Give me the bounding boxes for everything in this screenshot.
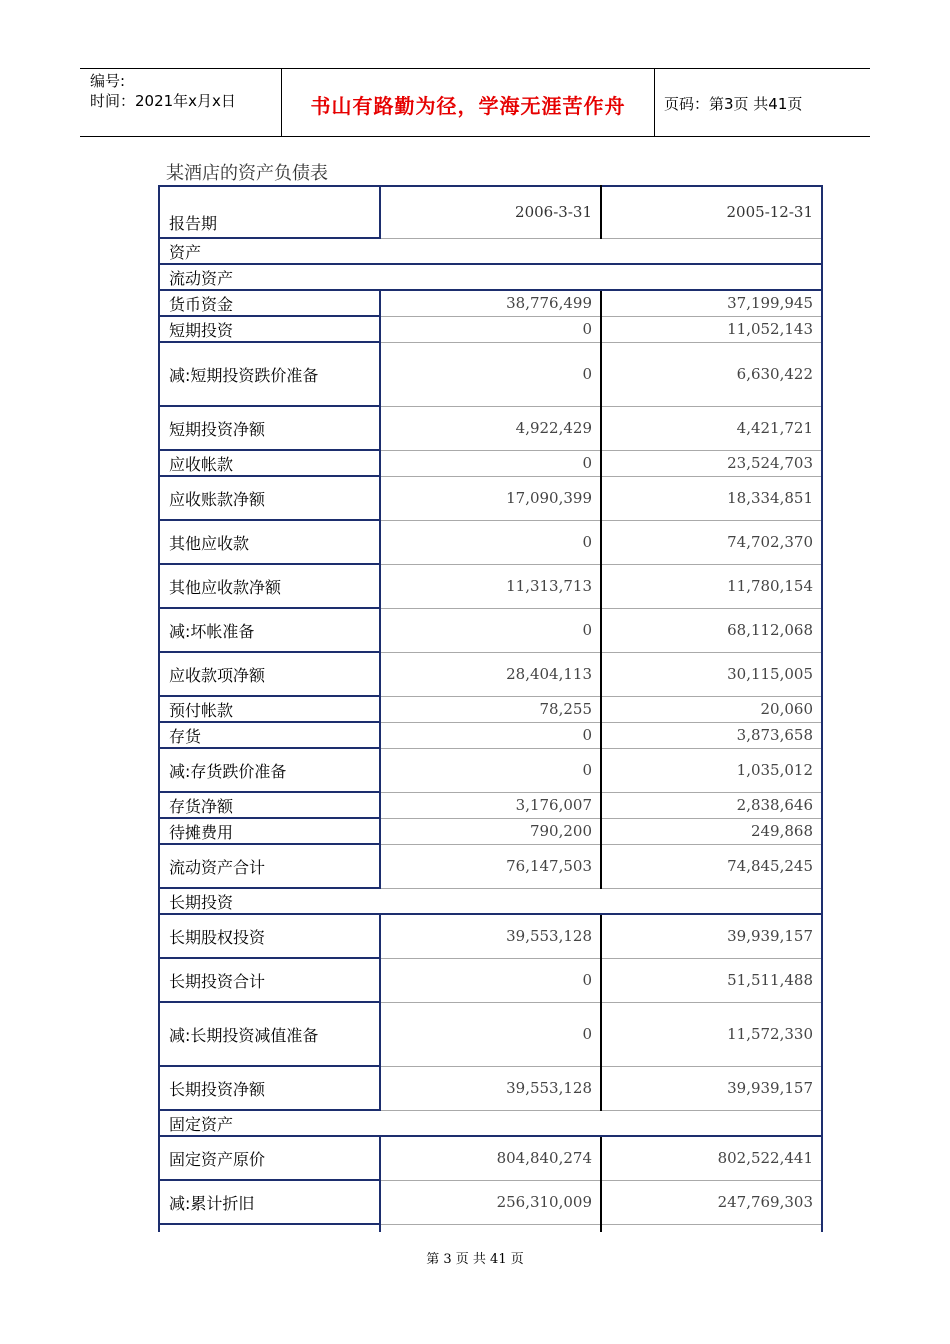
table-row <box>159 748 822 792</box>
header-divider <box>654 68 655 136</box>
header-period-1: 2006-3-31 <box>380 186 601 238</box>
table-row <box>159 1002 822 1066</box>
value-2005-12-31: 11,780,154 <box>601 564 822 608</box>
value-2005-12-31: 11,052,143 <box>601 316 822 342</box>
row-label: 待摊费用 <box>159 818 380 844</box>
page-info: 页码：第3页 共41页 <box>664 95 803 113</box>
value-2005-12-31: 37,199,945 <box>601 290 822 316</box>
header-motto: 书山有路勤为径，学海无涯苦作舟 <box>310 94 626 118</box>
row-label: 存货净额 <box>159 792 380 818</box>
value-2005-12-31: 39,939,157 <box>601 914 822 958</box>
table-row <box>159 1224 822 1232</box>
header-bottom-rule <box>80 136 870 137</box>
table-row <box>159 1136 822 1180</box>
header-meta <box>90 71 236 111</box>
value-2006-3-31: 0 <box>380 958 601 1002</box>
row-label <box>159 1224 380 1232</box>
row-label: 其他应收款 <box>159 520 380 564</box>
serial-label: 编号: <box>90 72 126 90</box>
value-2006-3-31: 0 <box>380 722 601 748</box>
value-2006-3-31: 804,840,274 <box>380 1136 601 1180</box>
table-row <box>159 316 822 342</box>
section-label: 长期投资 <box>159 888 822 914</box>
balance-sheet <box>158 185 821 1232</box>
page-footer: 第 3 页 共 41 页 <box>426 1252 524 1267</box>
table-row <box>159 1066 822 1110</box>
table-header-row <box>159 186 822 238</box>
table-row <box>159 564 822 608</box>
value-2006-3-31: 39,553,128 <box>380 914 601 958</box>
header-label: 报告期 <box>159 186 380 238</box>
section-row <box>159 1110 822 1136</box>
value-2005-12-31: 247,769,303 <box>601 1180 822 1224</box>
value-2006-3-31: 0 <box>380 1002 601 1066</box>
row-label: 应收款项净额 <box>159 652 380 696</box>
value-2006-3-31: 0 <box>380 450 601 476</box>
table-row <box>159 520 822 564</box>
row-label: 固定资产原价 <box>159 1136 380 1180</box>
value-2006-3-31: 11,313,713 <box>380 564 601 608</box>
row-label: 短期投资 <box>159 316 380 342</box>
table-row <box>159 450 822 476</box>
section-label: 资产 <box>159 238 822 264</box>
row-label: 减:累计折旧 <box>159 1180 380 1224</box>
row-label: 长期投资净额 <box>159 1066 380 1110</box>
table-row <box>159 608 822 652</box>
value-2006-3-31: 4,922,429 <box>380 406 601 450</box>
table-row <box>159 342 822 406</box>
value-2005-12-31: 3,873,658 <box>601 722 822 748</box>
value-2005-12-31: 1,035,012 <box>601 748 822 792</box>
section-row <box>159 264 822 290</box>
time-label: 时间：2021年x月x日 <box>90 92 236 110</box>
section-row <box>159 888 822 914</box>
row-label: 减:存货跌价准备 <box>159 748 380 792</box>
table-row <box>159 792 822 818</box>
value-2006-3-31: 38,776,499 <box>380 290 601 316</box>
value-2005-12-31: 802,522,441 <box>601 1136 822 1180</box>
value-2006-3-31: 0 <box>380 316 601 342</box>
value-2005-12-31: 6,630,422 <box>601 342 822 406</box>
value-2005-12-31: 51,511,488 <box>601 958 822 1002</box>
value-2006-3-31: 790,200 <box>380 818 601 844</box>
row-label: 减:短期投资跌价准备 <box>159 342 380 406</box>
value-2006-3-31: 17,090,399 <box>380 476 601 520</box>
table-row <box>159 476 822 520</box>
row-label: 减:长期投资减值准备 <box>159 1002 380 1066</box>
table-row <box>159 652 822 696</box>
header-period-2: 2005-12-31 <box>601 186 822 238</box>
value-2005-12-31: 20,060 <box>601 696 822 722</box>
value-2006-3-31: 3,176,007 <box>380 792 601 818</box>
section-row <box>159 238 822 264</box>
value-2006-3-31: 28,404,113 <box>380 652 601 696</box>
value-2005-12-31 <box>601 1224 822 1232</box>
section-label: 固定资产 <box>159 1110 822 1136</box>
row-label: 长期股权投资 <box>159 914 380 958</box>
value-2006-3-31: 76,147,503 <box>380 844 601 888</box>
row-label: 流动资产合计 <box>159 844 380 888</box>
value-2005-12-31: 11,572,330 <box>601 1002 822 1066</box>
row-label: 其他应收款净额 <box>159 564 380 608</box>
table-row <box>159 818 822 844</box>
value-2005-12-31: 4,421,721 <box>601 406 822 450</box>
row-label: 应收账款净额 <box>159 476 380 520</box>
row-label: 预付帐款 <box>159 696 380 722</box>
document-title: 某酒店的资产负债表 <box>166 163 328 184</box>
value-2006-3-31: 256,310,009 <box>380 1180 601 1224</box>
row-label: 长期投资合计 <box>159 958 380 1002</box>
header-divider <box>281 68 282 136</box>
row-label: 短期投资净额 <box>159 406 380 450</box>
table-row <box>159 958 822 1002</box>
header-top-rule <box>80 68 870 69</box>
value-2006-3-31: 39,553,128 <box>380 1066 601 1110</box>
value-2005-12-31: 39,939,157 <box>601 1066 822 1110</box>
row-label: 应收帐款 <box>159 450 380 476</box>
section-label: 流动资产 <box>159 264 822 290</box>
row-label: 货币资金 <box>159 290 380 316</box>
table-row <box>159 722 822 748</box>
value-2005-12-31: 249,868 <box>601 818 822 844</box>
value-2005-12-31: 18,334,851 <box>601 476 822 520</box>
value-2005-12-31: 68,112,068 <box>601 608 822 652</box>
table-row <box>159 1180 822 1224</box>
table-row <box>159 290 822 316</box>
row-label: 减:坏帐准备 <box>159 608 380 652</box>
value-2006-3-31: 0 <box>380 342 601 406</box>
value-2006-3-31: 0 <box>380 608 601 652</box>
value-2006-3-31 <box>380 1224 601 1232</box>
value-2006-3-31: 0 <box>380 520 601 564</box>
value-2005-12-31: 74,845,245 <box>601 844 822 888</box>
balance-sheet-table <box>158 185 823 1232</box>
table-row <box>159 914 822 958</box>
table-row <box>159 406 822 450</box>
table-row <box>159 844 822 888</box>
row-label: 存货 <box>159 722 380 748</box>
value-2005-12-31: 30,115,005 <box>601 652 822 696</box>
value-2006-3-31: 78,255 <box>380 696 601 722</box>
value-2005-12-31: 2,838,646 <box>601 792 822 818</box>
value-2005-12-31: 23,524,703 <box>601 450 822 476</box>
value-2006-3-31: 0 <box>380 748 601 792</box>
table-row <box>159 696 822 722</box>
value-2005-12-31: 74,702,370 <box>601 520 822 564</box>
